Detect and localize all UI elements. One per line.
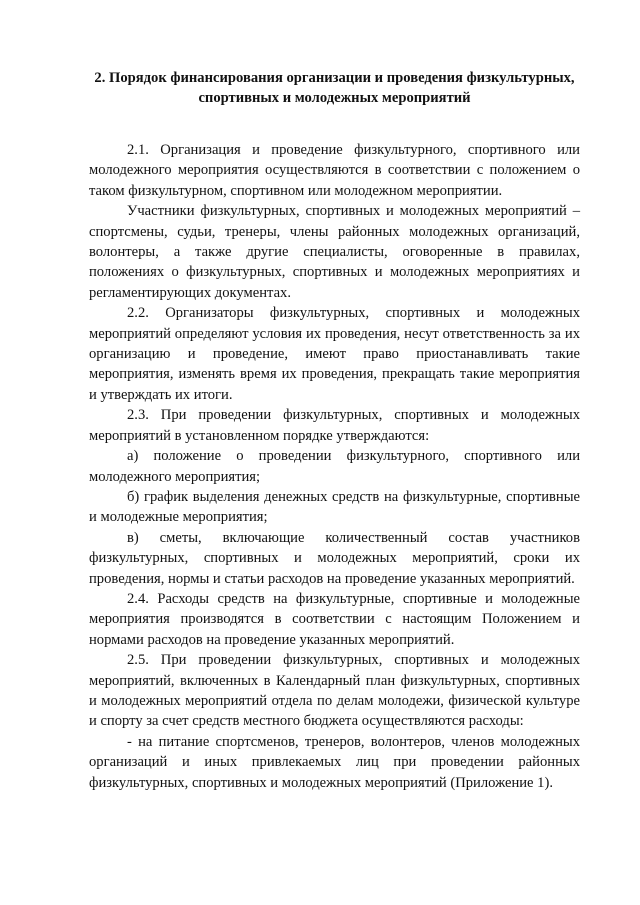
list-item-b: б) график выделения денежных средств на физкультурные, спортивные и молодежные мероприятия;: [89, 488, 580, 526]
section-heading-line-1: 2. Порядок финансирования организации и проведения физкультурных,: [94, 70, 575, 86]
paragraph-2-3: 2.3. При проведении физкультурных, спортивных и молодежных мероприятий в установленном порядке утверждаются:: [89, 407, 580, 444]
list-item-v: в) сметы, включающие количественный состав участников физкультурных, спортивных и молодежных мероприятий, сроки их проведения, нормы и статьи расходов на проведение указанных мероприятий.: [89, 529, 580, 587]
section-heading-line-2: спортивных и молодежных мероприятий: [198, 90, 471, 106]
paragraph-participants: Участники физкультурных, спортивных и молодежных мероприятий – спортсмены, судьи, тренеры, члены районных молодежных организаций, волонтеры, а также другие специалисты, оговоренные в правилах, положениях о физкультурных, спортивных и молодежных мероприятиях и регламентирующих документах.: [89, 203, 580, 301]
paragraph-2-1: 2.1. Организация и проведение физкультурного, спортивного или молодежного мероприятия осуществляются в соответствии с положением о таком физкультурном, спортивном или молодежном мероприятии.: [89, 142, 580, 199]
section-heading: [89, 68, 580, 108]
paragraph-2-5: 2.5. При проведении физкультурных, спортивных и молодежных мероприятий, включенных в Календарный план физкультурных, спортивных и молодежных мероприятий отдела по делам молодежи, физической культуре и спорту за счет средств местного бюджета осуществляются расходы:: [89, 652, 580, 730]
list-item-a: а) положение о проведении физкультурного, спортивного или молодежного мероприятия;: [89, 448, 580, 485]
document-content: [89, 68, 580, 793]
paragraph-2-4: 2.4. Расходы средств на физкультурные, спортивные и молодежные мероприятия производятся в соответствии с настоящим Положением и нормами расходов на проведение указанных мероприятий.: [89, 590, 580, 648]
paragraph-2-2: 2.2. Организаторы физкультурных, спортивных и молодежных мероприятий определяют условия их проведения, несут ответственность за их организацию и проведение, имеют право приостанавливать такие мероприятия, изменять время их проведения, прекращать такие мероприятия и утверждать их итоги.: [89, 305, 580, 403]
dash-item-nutrition: - на питание спортсменов, тренеров, волонтеров, членов молодежных организаций и иных привлекаемых лиц при проведении районных физкультурных, спортивных и молодежных мероприятий (Приложение 1).: [89, 733, 580, 791]
